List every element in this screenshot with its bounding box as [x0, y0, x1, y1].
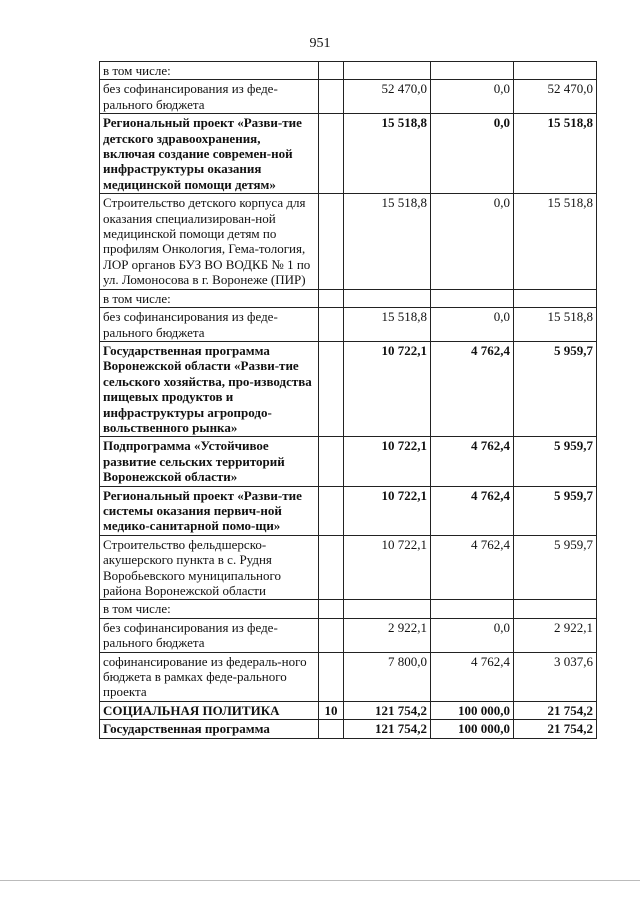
- cell-federal: 0,0: [431, 80, 514, 114]
- cell-section-code: [319, 437, 344, 486]
- cell-section-code: [319, 341, 344, 436]
- cell-regional: 21 754,2: [514, 720, 597, 738]
- cell-regional: 5 959,7: [514, 486, 597, 535]
- cell-federal: 4 762,4: [431, 535, 514, 600]
- table-row: [100, 62, 597, 80]
- cell-federal: 0,0: [431, 618, 514, 652]
- cell-regional: 5 959,7: [514, 535, 597, 600]
- cell-total: 10 722,1: [344, 437, 431, 486]
- cell-name: Государственная программа: [100, 720, 319, 738]
- cell-total: 52 470,0: [344, 80, 431, 114]
- cell-federal: 4 762,4: [431, 486, 514, 535]
- cell-name: в том числе:: [100, 600, 319, 618]
- cell-regional: [514, 289, 597, 307]
- cell-total: 7 800,0: [344, 652, 431, 701]
- table-row: [100, 720, 597, 738]
- cell-section-code: [319, 289, 344, 307]
- cell-name: Региональный проект «Разви-тие системы оказания первич-ной медико-санитарной помо-щи»: [100, 486, 319, 535]
- cell-total: 15 518,8: [344, 308, 431, 342]
- cell-regional: 5 959,7: [514, 341, 597, 436]
- cell-section-code: [319, 652, 344, 701]
- budget-table-body: [100, 62, 597, 739]
- cell-federal: 4 762,4: [431, 341, 514, 436]
- cell-federal: 0,0: [431, 308, 514, 342]
- cell-total: 15 518,8: [344, 114, 431, 194]
- cell-federal: [431, 62, 514, 80]
- cell-total: 2 922,1: [344, 618, 431, 652]
- cell-federal: [431, 289, 514, 307]
- table-row: [100, 194, 597, 289]
- cell-federal: 0,0: [431, 114, 514, 194]
- page-number: 951: [309, 36, 331, 51]
- cell-total: [344, 600, 431, 618]
- table-row: [100, 618, 597, 652]
- cell-name: без софинансирования из феде- рального бюджета: [100, 80, 319, 114]
- cell-total: [344, 289, 431, 307]
- cell-name: без софинансирования из феде-рального бюджета: [100, 618, 319, 652]
- cell-name: в том числе:: [100, 62, 319, 80]
- table-row: [100, 535, 597, 600]
- cell-total: [344, 62, 431, 80]
- table-row: [100, 80, 597, 114]
- cell-section-code: [319, 486, 344, 535]
- table-row: [100, 308, 597, 342]
- cell-section-code: [319, 114, 344, 194]
- cell-regional: [514, 600, 597, 618]
- cell-regional: 52 470,0: [514, 80, 597, 114]
- cell-section-code: [319, 600, 344, 618]
- cell-total: 10 722,1: [344, 486, 431, 535]
- cell-regional: 15 518,8: [514, 114, 597, 194]
- cell-section-code: [319, 308, 344, 342]
- table-row: [100, 652, 597, 701]
- cell-federal: [431, 600, 514, 618]
- cell-name: софинансирование из федераль-ного бюджета в рамках феде-рального проекта: [100, 652, 319, 701]
- cell-name: Строительство детского корпуса для оказания специализирован-ной медицинской помощи детям по профилям Онкология, Гема-тология, ЛОР органов БУЗ ВО ВОДКБ № 1 по ул. Ломоносова в г. Воронеже (ПИР): [100, 194, 319, 289]
- cell-name: без софинансирования из феде-рального бюджета: [100, 308, 319, 342]
- table-row: [100, 600, 597, 618]
- cell-name: СОЦИАЛЬНАЯ ПОЛИТИКА: [100, 701, 319, 719]
- table-row: [100, 701, 597, 719]
- cell-total: 15 518,8: [344, 194, 431, 289]
- cell-regional: 15 518,8: [514, 308, 597, 342]
- cell-name: Подпрограмма «Устойчивое развитие сельских территорий Воронежской области»: [100, 437, 319, 486]
- cell-name: в том числе:: [100, 289, 319, 307]
- cell-federal: 4 762,4: [431, 437, 514, 486]
- table-row: [100, 114, 597, 194]
- cell-section-code: 10: [319, 701, 344, 719]
- table-row: [100, 341, 597, 436]
- cell-regional: 5 959,7: [514, 437, 597, 486]
- cell-name: Региональный проект «Разви-тие детского здравоохранения, включая создание современ-ной инфраструктуры оказания медицинской помощи детям»: [100, 114, 319, 194]
- cell-regional: 3 037,6: [514, 652, 597, 701]
- cell-section-code: [319, 80, 344, 114]
- cell-section-code: [319, 62, 344, 80]
- cell-total: 121 754,2: [344, 720, 431, 738]
- cell-name: Государственная программа Воронежской области «Разви-тие сельского хозяйства, про-изводства пищевых продуктов и инфраструктуры агропродо-вольственного рынка»: [100, 341, 319, 436]
- cell-regional: 2 922,1: [514, 618, 597, 652]
- page-bottom-divider: [0, 880, 640, 881]
- cell-federal: 4 762,4: [431, 652, 514, 701]
- cell-regional: [514, 62, 597, 80]
- cell-total: 121 754,2: [344, 701, 431, 719]
- table-row: [100, 437, 597, 486]
- cell-section-code: [319, 194, 344, 289]
- cell-section-code: [319, 720, 344, 738]
- cell-section-code: [319, 618, 344, 652]
- cell-federal: 100 000,0: [431, 701, 514, 719]
- cell-regional: 21 754,2: [514, 701, 597, 719]
- cell-total: 10 722,1: [344, 535, 431, 600]
- budget-table: [99, 61, 597, 739]
- cell-regional: 15 518,8: [514, 194, 597, 289]
- cell-federal: 100 000,0: [431, 720, 514, 738]
- table-row: [100, 486, 597, 535]
- cell-total: 10 722,1: [344, 341, 431, 436]
- cell-federal: 0,0: [431, 194, 514, 289]
- cell-name: Строительство фельдшерско-акушерского пункта в с. Рудня Воробьевского муниципального района Воронежской области: [100, 535, 319, 600]
- table-row: [100, 289, 597, 307]
- cell-section-code: [319, 535, 344, 600]
